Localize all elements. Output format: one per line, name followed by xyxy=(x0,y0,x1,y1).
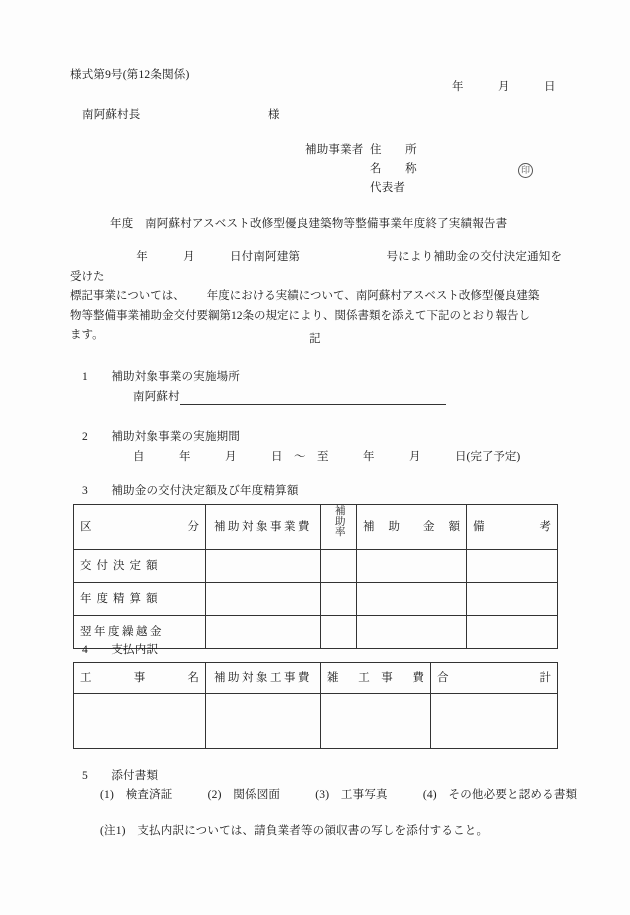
applicant-representative-label: 代表者 xyxy=(370,182,406,194)
header-cell-total: 合 計 xyxy=(431,663,558,694)
row-label-grant-decision: 交付決定額 xyxy=(74,550,206,583)
header-cell-misc-cost: 雑 工 事 費 xyxy=(321,663,431,694)
section-3-heading: 3 補助金の交付決定額及び年度精算額 xyxy=(82,485,299,497)
cell-target-cost[interactable] xyxy=(206,583,321,616)
header-cell-remarks: 備 考 xyxy=(467,505,558,550)
cell-target-cost[interactable] xyxy=(206,550,321,583)
seal-icon: 印 xyxy=(518,163,533,178)
ki-marker: 記 xyxy=(309,333,321,345)
cell-amount[interactable] xyxy=(357,550,467,583)
cell-total[interactable] xyxy=(431,694,558,749)
cell-misc-cost[interactable] xyxy=(321,694,431,749)
body-line2-b: 年度における実績について、南阿蘇村アスベスト改修型優良建築 xyxy=(206,290,540,302)
payment-table xyxy=(73,662,558,749)
body-line1-date: 年 月 日付南阿建第 xyxy=(136,251,301,263)
cell-amount[interactable] xyxy=(357,616,467,649)
header-cell-amount: 補 助 金 額 xyxy=(357,505,467,550)
date-line: 年 月 日 xyxy=(452,81,556,93)
header-cell-target-work-cost: 補助対象工事費 xyxy=(206,663,321,694)
addressee: 南阿蘇村長 xyxy=(82,109,141,121)
cell-rate[interactable] xyxy=(321,616,357,649)
header-cell-target-cost: 補助対象事業費 xyxy=(206,505,321,550)
cell-rate[interactable] xyxy=(321,550,357,583)
table-header-row xyxy=(74,505,558,550)
body-line3: 物等整備事業補助金交付要綱第12条の規定により、関係書類を添えて下記のとおり報告し xyxy=(70,309,530,322)
table-header-row xyxy=(74,663,558,694)
section-2-period: 自 年 月 日 ～ 至 年 月 日(完了予定) xyxy=(133,451,521,463)
row-label-annual-settlement: 年度精算額 xyxy=(74,583,206,616)
cell-remarks[interactable] xyxy=(467,616,558,649)
body-line4: ます。 xyxy=(70,329,104,341)
cell-remarks[interactable] xyxy=(467,583,558,616)
cell-amount[interactable] xyxy=(357,583,467,616)
table-row xyxy=(74,694,558,749)
cell-target-work-cost[interactable] xyxy=(206,694,321,749)
row-label-carryover: 翌年度繰越金 xyxy=(74,616,206,649)
form-number: 様式第9号(第12条関係) xyxy=(70,69,190,81)
cell-target-cost[interactable] xyxy=(206,616,321,649)
applicant-label: 補助事業者 xyxy=(305,144,364,156)
section-1-blank-rule[interactable] xyxy=(180,404,446,405)
body-paragraph xyxy=(70,248,562,346)
section-1-heading: 1 補助対象事業の実施場所 xyxy=(82,371,241,383)
header-cell-rate: 補助率 xyxy=(321,505,357,550)
table-row xyxy=(74,583,558,616)
section-4-heading: 4 支払内訳 xyxy=(82,644,159,656)
applicant-name-label: 名 称 xyxy=(370,163,417,175)
cell-remarks[interactable] xyxy=(467,550,558,583)
attachment-items: (1) 検査済証 (2) 関係図面 (3) 工事写真 (4) その他必要と認める書類 xyxy=(100,789,578,801)
note-1: (注1) 支払内訳については、請負業者等の領収書の写しを添付すること。 xyxy=(100,825,489,837)
table-row xyxy=(74,550,558,583)
cell-work-name[interactable] xyxy=(74,694,206,749)
section-5-heading: 5 添付書類 xyxy=(82,770,159,782)
applicant-address-label: 住 所 xyxy=(370,144,417,156)
header-cell-kubun: 区 分 xyxy=(74,505,206,550)
section-2-heading: 2 補助対象事業の実施期間 xyxy=(82,431,241,443)
addressee-honorific: 様 xyxy=(268,109,280,121)
body-line1-after: 号により補助金の交付決定通知を受けた xyxy=(70,251,562,283)
section-1-prefix: 南阿蘇村 xyxy=(133,391,180,403)
header-cell-work-name: 工 事 名 xyxy=(74,663,206,694)
subsidy-table xyxy=(73,504,558,649)
cell-rate[interactable] xyxy=(321,583,357,616)
body-line2-a: 標記事業については、 xyxy=(70,290,185,302)
document-title: 年度 南阿蘇村アスベスト改修型優良建築物等整備事業年度終了実績報告書 xyxy=(110,218,508,230)
